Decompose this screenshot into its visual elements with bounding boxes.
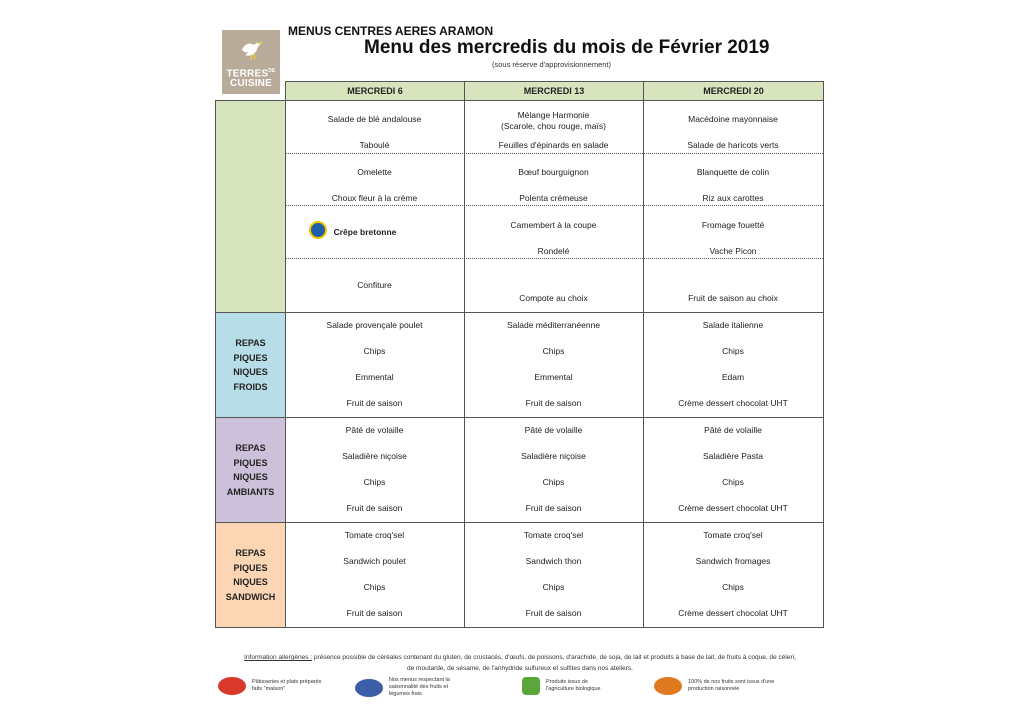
menu-item: Confiture [357,280,392,290]
picnic-label-line: SANDWICH [225,591,276,602]
menu-item: Chips [542,582,565,592]
organic-icon [522,677,540,695]
menu-item: Rondelé [537,246,570,256]
menu-item: Crème dessert chocolat UHT [678,398,788,408]
menu-item: Salade italienne [702,320,764,330]
picnic-label-line: NIQUES [233,472,268,482]
menu-item: Tomate croq'sel [703,530,763,540]
menu-item: Pâté de volaille [704,425,762,435]
picnic-label-line: PIQUES [233,562,268,573]
menu-item: Chips [542,477,565,487]
legend-text: Produits issus de l'agriculture biologique [546,679,601,692]
allergen-info [215,652,825,674]
menu-item: (Scarole, chou rouge, maïs) [501,121,606,131]
legend-seasonal [355,677,459,698]
menu-item: Crêpe bretonne [333,227,397,237]
breton-crepe-badge-icon [309,221,327,239]
menu-item: Polenta crémeuse [519,193,588,203]
menu-item: Vache Picon [709,246,757,256]
lunch-side-cell [215,100,286,313]
menu-item: Tomate croq'sel [344,530,405,540]
menu-item: Salade provençale poulet [326,320,423,330]
picnic-label-line: PIQUES [233,352,268,363]
menu-item: Fromage fouetté [701,220,765,230]
menu-item: Feuilles d'épinards en salade [498,140,609,150]
menu-item: Chips [363,346,386,356]
menu-item: Chips [363,582,386,592]
menu-item: Emmental [355,372,394,382]
menu-item: Riz aux carottes [702,193,764,203]
menu-item: Crème dessert chocolat UHT [678,503,788,513]
menu-item: Tomate croq'sel [523,530,584,540]
column-header-day: MERCREDI 20 [643,81,824,101]
menu-item: Salade méditerranéenne [506,320,601,330]
menu-item: Fruit de saison [525,503,582,513]
picnic-label-line: REPAS [235,548,266,558]
dotted-separator [285,258,823,259]
menu-item: Sandwich poulet [343,556,406,566]
menu-item: Chips [722,582,744,592]
menu-item: Fruit de saison [525,398,582,408]
seasonal-icon [355,679,383,697]
menu-item: Salade de haricots verts [687,140,779,150]
logo-wordmark: $TERRES^{DE}$ CUISINE [226,67,276,89]
page-subtitle: (sous réserve d'approvisionnement) [492,60,611,69]
menu-item: Blanquette de colin [696,167,770,177]
menu-item: Saladière niçoise [342,451,407,461]
menu-item: Fruit de saison [346,398,403,408]
menu-item: Emmental [534,372,573,382]
menu-item: Saladière niçoise [521,451,586,461]
menu-item: Chips [722,477,744,487]
legend-homemade [218,677,322,695]
menu-item: Omelette [357,167,392,177]
menu-item: Chips [722,346,744,356]
picnic-label-line: PIQUES [233,457,268,468]
menu-item: Fruit de saison [346,503,403,513]
picnic-side-cell [215,312,286,418]
page-supertitle: MENUS CENTRES AERES ARAMON [288,24,494,38]
legend-text: 100% de nos fruits sont issus d'une production raisonnée [688,679,775,692]
menu-item: Choux fleur à la crème [331,193,418,203]
menu-item: Fruit de saison [525,608,582,618]
menu-item: Chips [363,477,386,487]
allergen-label: Information allergènes : [244,654,313,661]
menu-item: Salade de blé andalouse [327,114,422,124]
menu-item: Fruit de saison au choix [688,293,778,303]
picnic-side-cell [215,522,286,628]
menu-item: Bœuf bourguignon [518,167,589,177]
allergen-text-1: présence possible de céréales contenant du gluten, de crustacés, d'œufs, de poissons, d'arachide, de soja, de lait et produits à base de lait, de fruits à coque, de céleri, [312,654,796,661]
menu-item: Compote au choix [519,293,588,303]
picnic-label-line: NIQUES [233,577,268,587]
column-header-day: MERCREDI 6 [285,81,465,101]
legend-responsible [654,677,798,695]
picnic-label-line: FROIDS [233,381,268,392]
dotted-separator [285,205,823,206]
table-column-box [464,100,644,313]
menu-item: Mélange Harmonie [517,110,590,120]
page-title: Menu des mercredis du mois de Février 2019 [364,37,770,58]
homemade-icon [218,677,246,695]
picnic-label-line: REPAS [235,443,266,453]
legend-organic [522,677,616,695]
menu-item: Pâté de volaille [345,425,404,435]
menu-item: Saladière Pasta [702,451,763,461]
legend-text: Pâtisseries et plats préparés faits "maison" [252,679,322,692]
picnic-label-line: AMBIANTS [226,486,275,497]
picnic-label-line: NIQUES [233,367,268,377]
menu-item: Pâté de volaille [524,425,583,435]
menu-item: Chips [542,346,565,356]
column-header-day: MERCREDI 13 [464,81,644,101]
picnic-label-line: REPAS [235,338,266,348]
menu-item: Crème dessert chocolat UHT [678,608,788,618]
table-column-box [643,100,824,313]
dotted-separator [285,153,823,154]
picnic-side-cell [215,417,286,523]
responsible-fruit-icon [654,677,682,695]
menu-item: Edam [721,372,745,382]
menu-table [215,81,823,627]
allergen-text-2: de moutarde, de sésame, de l'anhydride sulfureux et sulfites dans nos ateliers. [407,665,633,672]
bird-icon [238,36,264,62]
menu-item: Sandwich fromages [695,556,771,566]
menu-item: Sandwich thon [525,556,582,566]
legend-text: Nos menus respectant la saisonnalité des fruits et légumes frais [389,677,450,697]
menu-item: Taboulé [359,140,390,150]
menu-item: Fruit de saison [346,608,403,618]
menu-item: Camembert à la coupe [510,220,597,230]
menu-item: Macédoine mayonnaise [688,114,778,124]
